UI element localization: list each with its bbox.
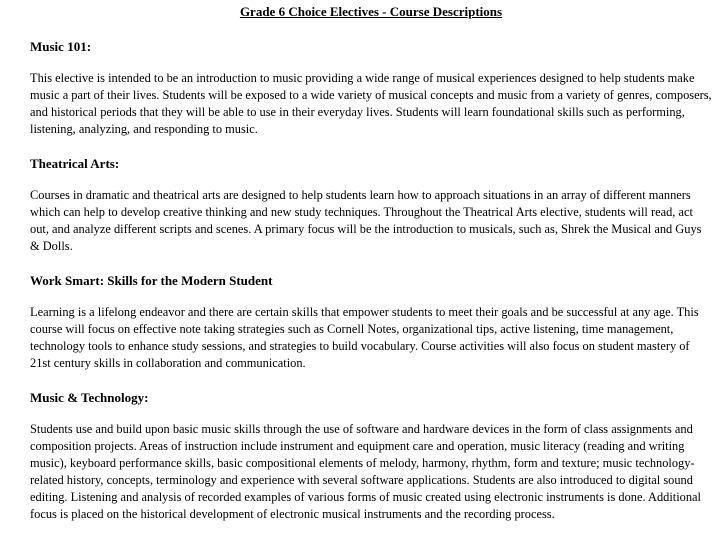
section-body: This elective is intended to be an introduction to music providing a wide range of musical experiences designed to help students make music a part of their lives. Students will be exposed to a wide variety of musical concepts and music from a variety of genres, composers, and historical periods that they will be able to use in their everyday lives. Students will learn foundational skills such as performing, listening, analyzing, and responding to music. [30,71,712,136]
section-theatrical-arts [30,155,712,255]
section-body: Courses in dramatic and theatrical arts are designed to help students learn how to approach situations in an array of different manners which can help to develop creative thinking and new study techniques. Throughout the Theatrical Arts elective, students will read, act out, and analyze different scripts and scenes. A primary focus will be the introduction to musicals, such as, Shrek the Musical and Guys & Dolls. [30,188,702,253]
section-music-101 [30,38,712,138]
section-body: Learning is a lifelong endeavor and there are certain skills that empower students to meet their goals and be successful at any age. This course will focus on effective note taking strategies such as Cornell Notes, organizational tips, active listening, time management, technology tools to enhance study sessions, and strategies to build vocabulary. Course activities will also focus on student mastery of 21st century skills in collaboration and communication. [30,305,699,370]
document-title: Grade 6 Choice Electives - Course Descriptions [239,4,503,19]
section-music-technology [30,389,712,523]
section-body: Students use and build upon basic music skills through the use of software and hardware devices in the form of class assignments and composition projects. Areas of instruction include instrument and equipment care and operation, music literacy (reading and writing music), keyboard performance skills, basic compositional elements of melody, harmony, rhythm, form and texture; music technology-related history, concepts, terminology and experience with several software applications. Students are also introduced to digital sound editing. Listening and analysis of recorded examples of various forms of music created using electronic instruments is done. Additional focus is placed on the historical development of electronic musical instruments and the recording process. [30,422,701,521]
document-page [30,3,712,540]
section-heading: Music & Technology: [30,390,149,405]
section-work-smart [30,272,712,372]
section-heading: Work Smart: Skills for the Modern Student [30,273,273,288]
section-heading: Music 101: [30,39,92,54]
section-heading: Theatrical Arts: [30,156,120,171]
